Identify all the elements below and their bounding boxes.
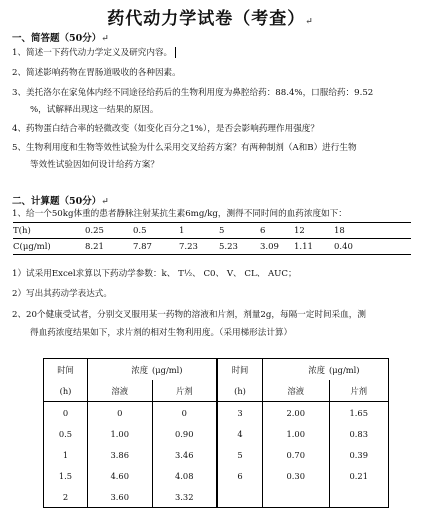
table-cell: 5 bbox=[217, 444, 263, 465]
table-cell: 0.5 bbox=[58, 428, 73, 439]
header-row bbox=[44, 359, 389, 381]
table-row bbox=[44, 465, 389, 486]
table-cell: 1.5 bbox=[58, 470, 73, 481]
table-cell: 6 bbox=[217, 465, 263, 486]
table-cell: 3.86 bbox=[88, 444, 153, 465]
section-label: 一、简答题（50分） bbox=[12, 33, 102, 44]
concentration-cell: 1.11 bbox=[294, 241, 313, 252]
table-cell: 3.32 bbox=[152, 486, 217, 508]
table-cell: 3.46 bbox=[152, 444, 217, 465]
question-text: 1、简述一下药代动力学定义及研究内容。 bbox=[12, 48, 173, 58]
table-cell: 0.70 bbox=[263, 444, 330, 465]
concentration-label: C(μg/ml) bbox=[13, 241, 51, 252]
header-cell: 溶液 bbox=[88, 380, 153, 402]
table-cell: 0.90 bbox=[152, 423, 217, 444]
header-cell: (h) bbox=[217, 380, 263, 402]
table-cell: 0.30 bbox=[263, 465, 330, 486]
table-cell: 0 bbox=[152, 402, 217, 424]
text-cursor bbox=[175, 47, 176, 58]
table-row bbox=[44, 444, 389, 465]
section-heading-calculation bbox=[12, 193, 109, 207]
title-text: 药代动力学试卷（考查） bbox=[107, 9, 306, 29]
table-cell: 0.39 bbox=[329, 444, 389, 465]
concentration-cell: 3.09 bbox=[260, 241, 279, 252]
time-cell: 0.25 bbox=[85, 223, 133, 239]
question-1[interactable] bbox=[12, 47, 176, 59]
paragraph-mark: ↵ bbox=[101, 197, 109, 207]
table-row bbox=[44, 423, 389, 444]
header-cell: 时间 bbox=[217, 359, 263, 381]
table-cell: 0 bbox=[88, 402, 153, 424]
header-cell: (μg/ml) bbox=[152, 364, 183, 375]
concentration-cell: 5.23 bbox=[219, 241, 238, 252]
time-cell: 18 bbox=[334, 223, 411, 239]
table-cell bbox=[263, 486, 330, 508]
paragraph-mark: ↵ bbox=[101, 34, 109, 44]
calc-question-1[interactable]: 1、给一个50kg体重的患者静脉注射某抗生素6mg/kg，测得不同时间的血药浓度如下： bbox=[12, 209, 347, 219]
time-row bbox=[13, 223, 411, 239]
table-cell: 1.00 bbox=[263, 423, 330, 444]
concentration-cell: 7.87 bbox=[133, 241, 152, 252]
table-cell: 0.21 bbox=[329, 465, 389, 486]
bioavailability-table bbox=[43, 358, 389, 508]
time-cell: 6 bbox=[260, 223, 294, 239]
table-cell: 4 bbox=[217, 423, 263, 444]
table-cell bbox=[329, 486, 389, 508]
table-cell: 1.65 bbox=[329, 402, 389, 424]
header-cell: 浓度 bbox=[263, 359, 330, 381]
paragraph-mark: ↵ bbox=[305, 17, 314, 27]
time-cell: 1 bbox=[179, 223, 219, 239]
table-cell: 1 bbox=[62, 449, 69, 460]
concentration-cell: 8.21 bbox=[85, 241, 104, 252]
time-label: T(h) bbox=[13, 223, 85, 239]
calc-1-subquestion-1[interactable]: 1）试采用Excel求算以下药动学参数：k、 T½、 C0、 V、 CL、 AUC； bbox=[12, 269, 297, 279]
table-cell: 4.08 bbox=[152, 465, 217, 486]
question-5-cont[interactable]: 等效性试验因如何设计给药方案？ bbox=[30, 160, 159, 170]
time-cell: 0.5 bbox=[133, 223, 179, 239]
concentration-cell: 7.23 bbox=[179, 241, 198, 252]
calc-question-2[interactable]: 2、20个健康受试者，分别交叉服用某一药物的溶液和片剂，剂量2g，每隔一定时间采血，测 bbox=[12, 310, 366, 320]
table-cell: 1.00 bbox=[88, 423, 153, 444]
question-4[interactable]: 4、药物蛋白结合率的轻微改变（如变化百分之1%），是否会影响药理作用强度？ bbox=[12, 124, 319, 134]
table-row bbox=[44, 486, 389, 508]
concentration-cell: 0.40 bbox=[334, 241, 353, 252]
table-cell bbox=[217, 486, 263, 508]
question-2[interactable]: 2、简述影响药物在胃肠道吸收的各种因素。 bbox=[12, 68, 181, 78]
concentration-row bbox=[13, 239, 411, 255]
table-cell: 4.60 bbox=[88, 465, 153, 486]
table-cell: 0 bbox=[62, 407, 69, 418]
header-cell: (h) bbox=[44, 380, 88, 402]
calc-question-2-cont[interactable]: 得血药浓度结果如下，求片剂的相对生物利用度。（采用梯形法计算） bbox=[30, 328, 293, 338]
exam-title bbox=[0, 4, 421, 29]
header-cell: 溶液 bbox=[263, 380, 330, 402]
calc-1-subquestion-2[interactable]: 2）写出其药动学表达式。 bbox=[12, 289, 112, 299]
question-5[interactable]: 5、生物利用度和生物等效性试验为什么采用交叉给药方案？有两种制剂（A和B）进行生物 bbox=[12, 143, 357, 153]
question-3[interactable]: 3、美托洛尔在家兔体内经不同途径给药后的生物利用度为鼻腔给药：88.4%，口服给药：9.52 bbox=[12, 88, 374, 98]
time-cell: 12 bbox=[294, 223, 334, 239]
table-cell: 3 bbox=[217, 402, 263, 424]
question-3-cont[interactable]: %，试解释出现这一结果的原因。 bbox=[30, 105, 159, 115]
header-cell: 片剂 bbox=[329, 380, 389, 402]
concentration-table bbox=[13, 222, 411, 255]
table-cell: 2 bbox=[62, 491, 69, 502]
header-cell: 时间 bbox=[57, 364, 74, 375]
time-cell: 5 bbox=[219, 223, 260, 239]
section-label: 二、计算题（50分） bbox=[12, 196, 102, 207]
header-row bbox=[44, 380, 389, 402]
header-cell: 片剂 bbox=[152, 380, 217, 402]
section-heading-short-answer bbox=[12, 30, 109, 44]
table-cell: 2.00 bbox=[263, 402, 330, 424]
table-row bbox=[44, 402, 389, 424]
header-cell: (μg/ml) bbox=[329, 364, 360, 375]
header-cell: 浓度 bbox=[88, 359, 153, 381]
table-cell: 3.60 bbox=[88, 486, 153, 508]
table-cell: 0.83 bbox=[329, 423, 389, 444]
